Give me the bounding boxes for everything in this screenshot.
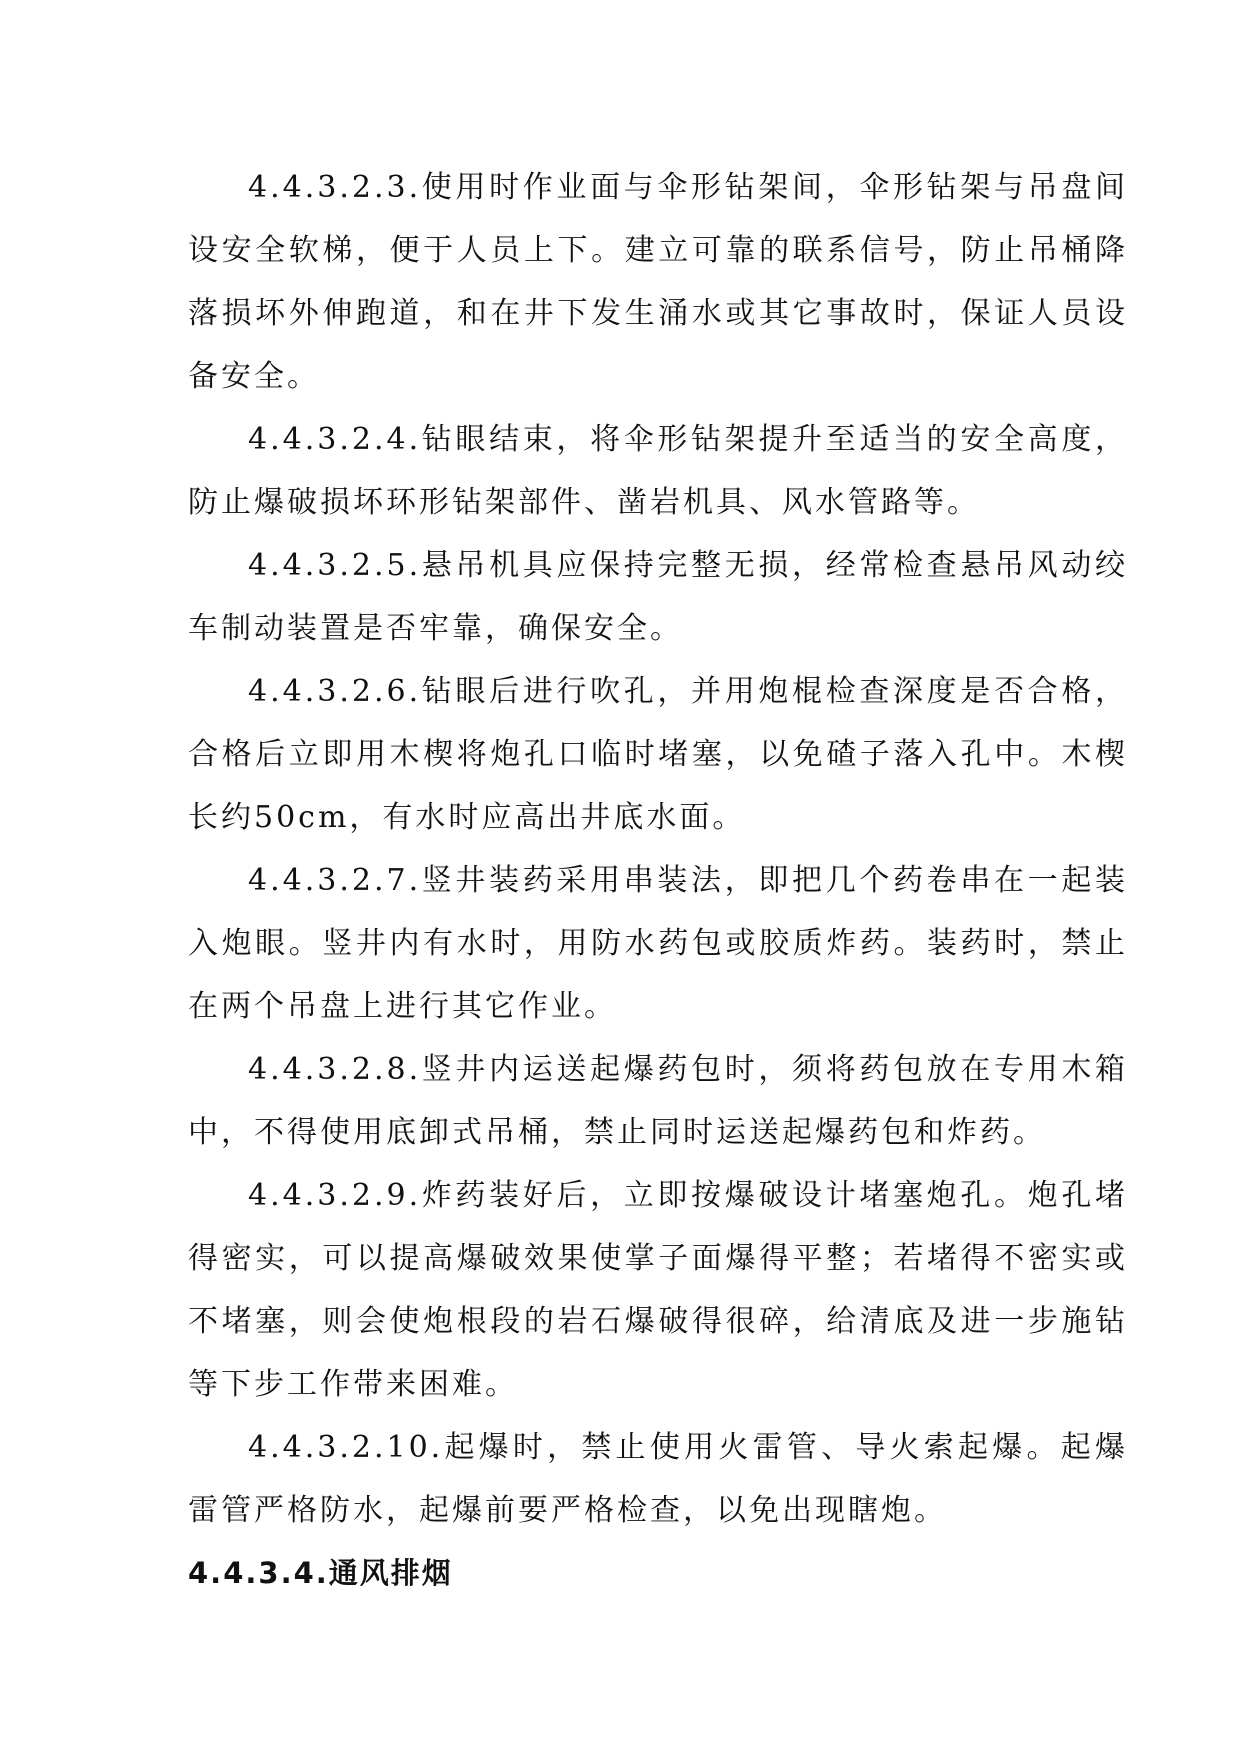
paragraph-4-4-3-2-4: 4.4.3.2.4.钻眼结束，将伞形钻架提升至适当的安全高度，防止爆破损坏环形钻架部件、凿岩机具、风水管路等。 — [188, 422, 1128, 520]
paragraph-4-4-3-2-7: 4.4.3.2.7.竖井装药采用串装法，即把几个药卷串在一起装入炮眼。竖井内有水时，用防水药包或胶质炸药。装药时，禁止在两个吊盘上进行其它作业。 — [188, 863, 1128, 1024]
paragraph-4-4-3-2-8: 4.4.3.2.8.竖井内运送起爆药包时，须将药包放在专用木箱中，不得使用底卸式吊桶，禁止同时运送起爆药包和炸药。 — [188, 1052, 1128, 1150]
paragraph-4-4-3-2-6: 4.4.3.2.6.钻眼后进行吹孔，并用炮棍检查深度是否合格，合格后立即用木楔将炮孔口临时堵塞，以免碴子落入孔中。木楔长约50cm，有水时应高出井底水面。 — [188, 674, 1128, 835]
section-heading: 4.4.3.4.通风排烟 — [188, 1556, 453, 1590]
document-body — [188, 156, 1128, 1605]
paragraph-4-4-3-2-9: 4.4.3.2.9.炸药装好后，立即按爆破设计堵塞炮孔。炮孔堵得密实，可以提高爆破效果使掌子面爆得平整；若堵得不密实或不堵塞，则会使炮根段的岩石爆破得很碎，给清底及进一步施钻等下步工作带来困难。 — [188, 1178, 1128, 1402]
paragraph-4-4-3-2-3: 4.4.3.2.3.使用时作业面与伞形钻架间，伞形钻架与吊盘间设安全软梯，便于人员上下。建立可靠的联系信号，防止吊桶降落损坏外伸跑道，和在井下发生涌水或其它事故时，保证人员设备安全。 — [188, 170, 1128, 394]
paragraph-4-4-3-2-10: 4.4.3.2.10.起爆时，禁止使用火雷管、导火索起爆。起爆雷管严格防水，起爆前要严格检查，以免出现瞎炮。 — [188, 1430, 1128, 1528]
paragraph-4-4-3-2-5: 4.4.3.2.5.悬吊机具应保持完整无损，经常检查悬吊风动绞车制动装置是否牢靠，确保安全。 — [188, 548, 1128, 646]
